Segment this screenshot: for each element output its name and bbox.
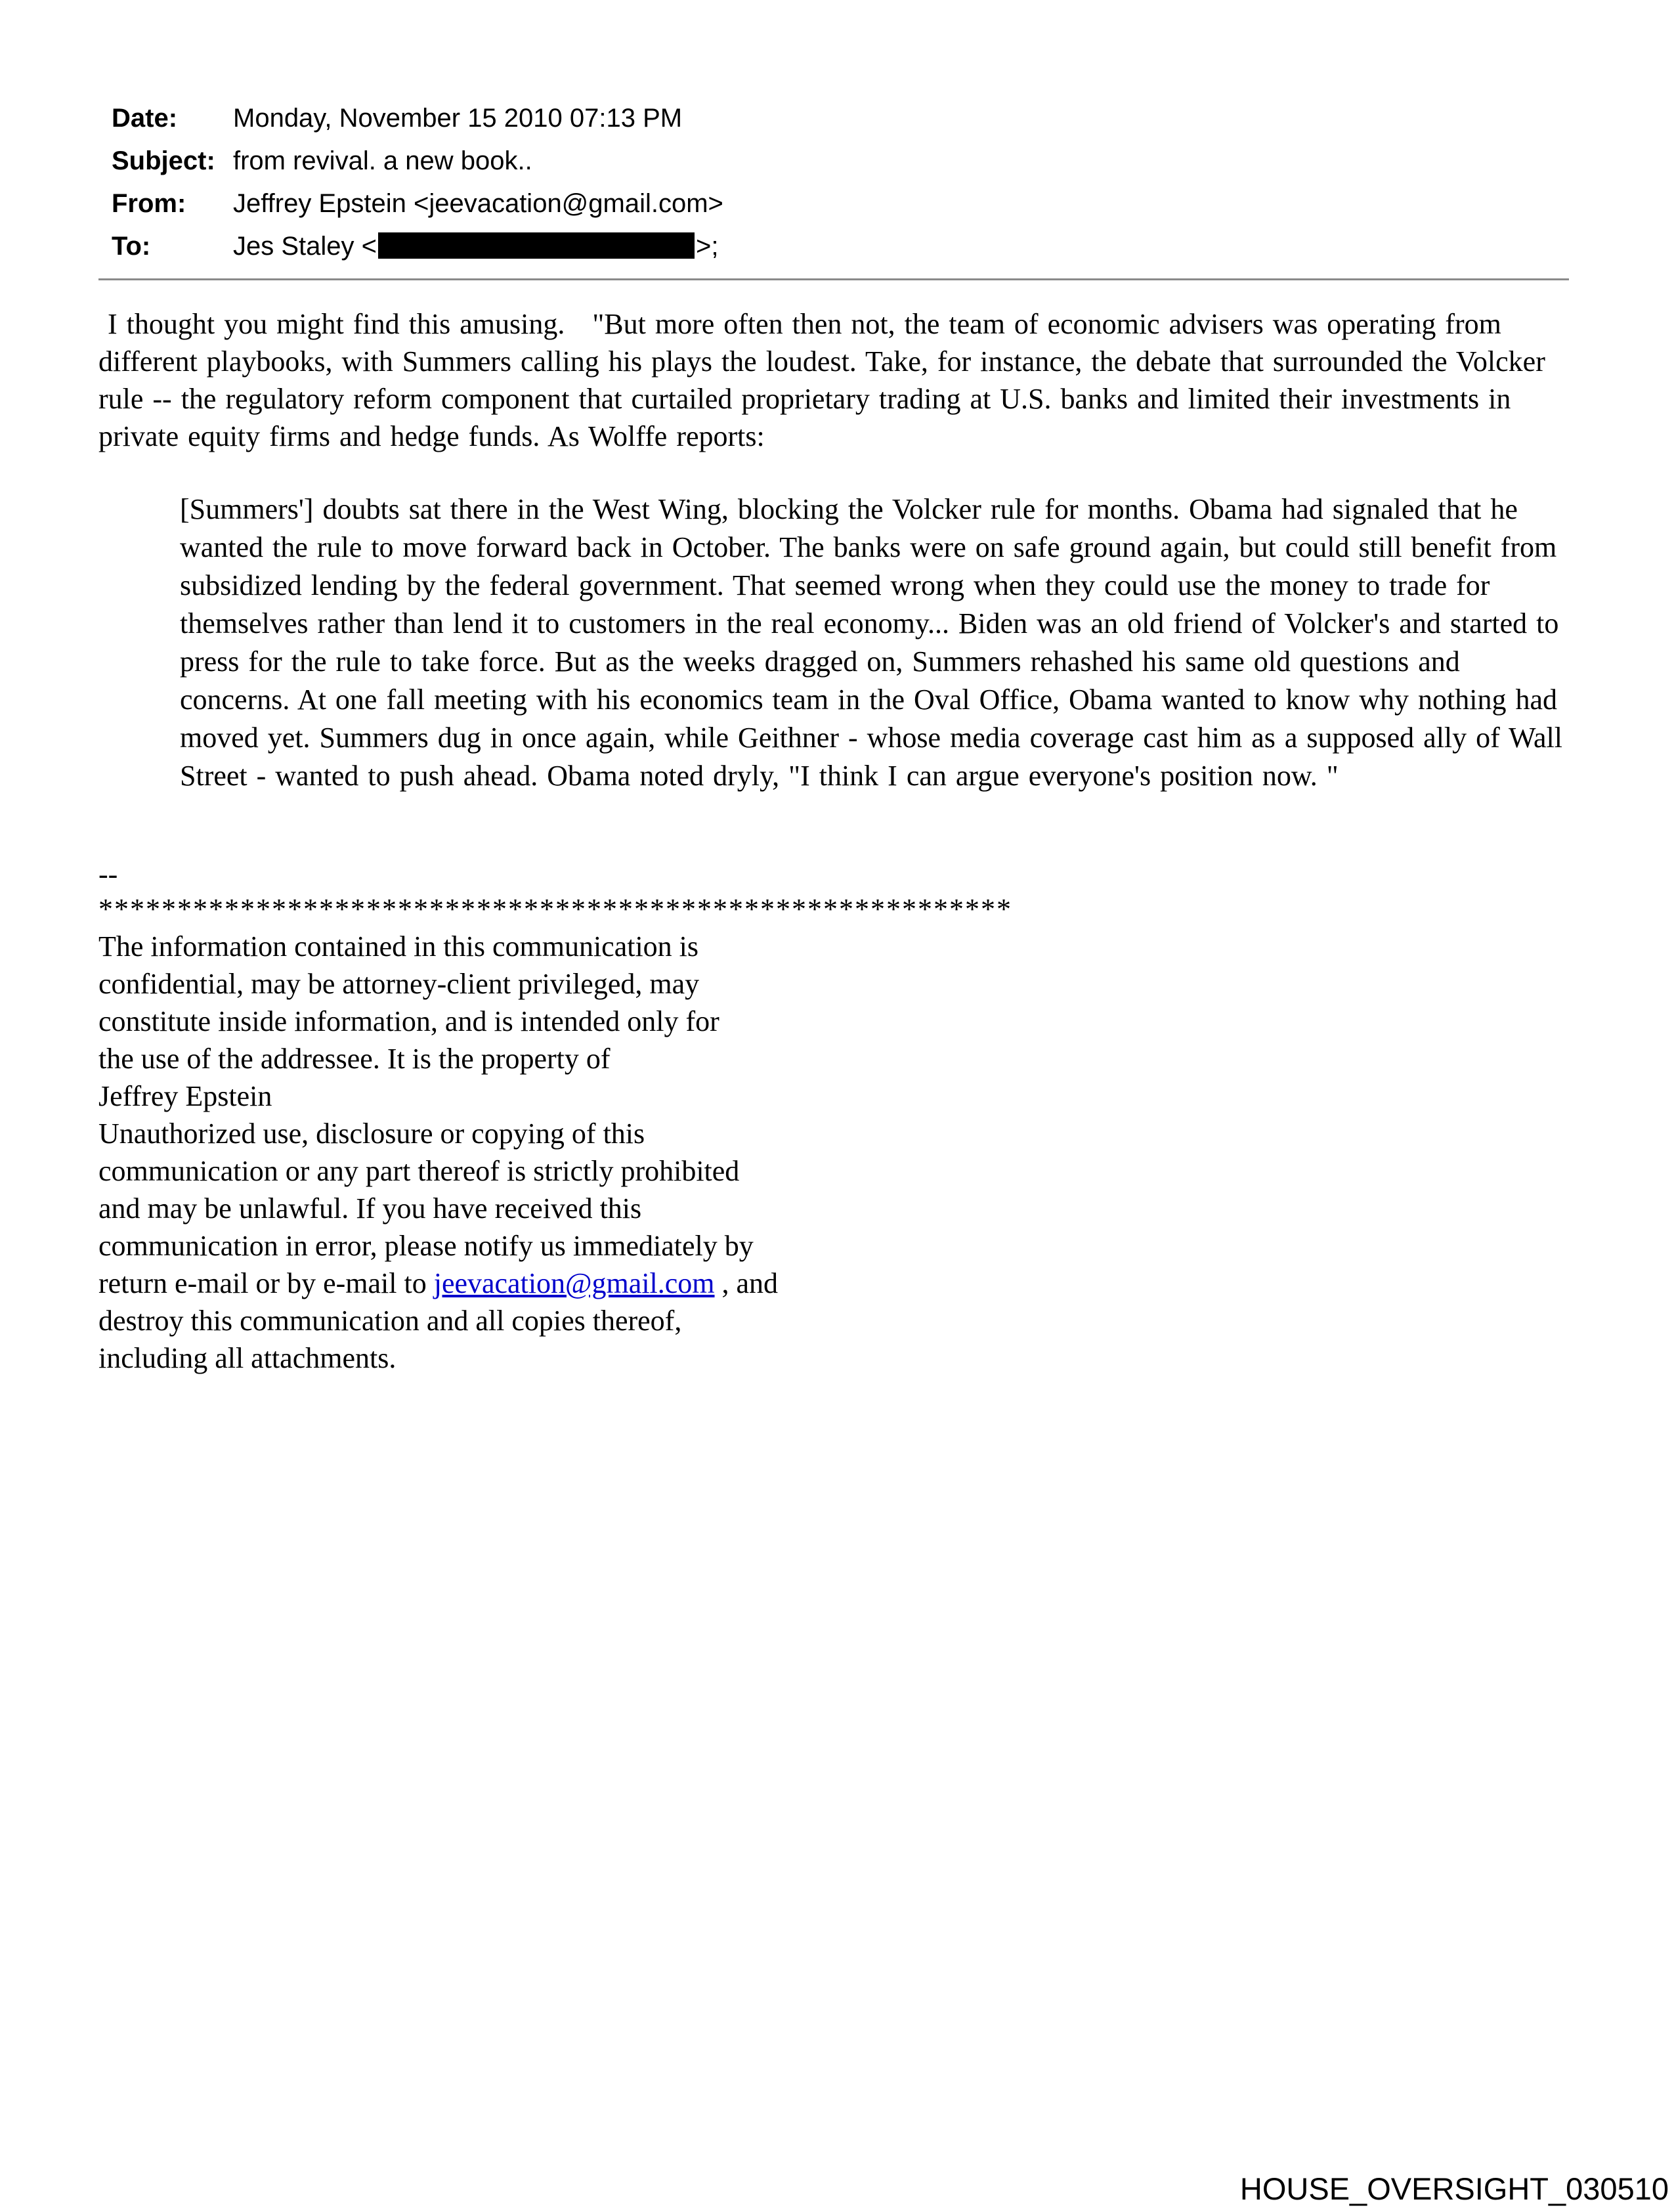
header-row-from <box>112 183 1569 225</box>
date-label: Date: <box>112 104 178 133</box>
disclaimer-line: Jeffrey Epstein <box>98 1080 272 1112</box>
header-row-to <box>112 225 1569 268</box>
from-value: Jeffrey Epstein <jeevacation@gmail.com> <box>233 189 723 218</box>
link-line-prefix: return e-mail or by e-mail to <box>98 1267 434 1299</box>
disclaimer-line: the use of the addressee. It is the property of <box>98 1043 611 1075</box>
email-header <box>112 97 1569 268</box>
signature-block <box>98 858 1569 1377</box>
disclaimer-line: The information contained in this communication is <box>98 930 699 963</box>
quote-paragraph: [Summers'] doubts sat there in the West Wing, blocking the Volcker rule for months. Obama had signaled that he wanted the rule to move forward back in October. The banks were on safe ground again, but could still benefit from subsidized lending by the federal government. That seemed wrong when they could use the money to trade for themselves rather than lend it to customers in the real economy... Biden was an old friend of Volcker's and started to press for the rule to take force. But as the weeks dragged on, Summers rehashed his same old questions and concerns. At one fall meeting with his economics team in the Oval Office, Obama wanted to know why nothing had moved yet. Summers dug in once again, while Geithner - whose media coverage cast him as a supposed ally of Wall Street - wanted to push ahead. Obama noted dryly, "I think I can argue everyone's position now. " <box>180 493 1562 792</box>
header-row-subject <box>112 140 1569 183</box>
to-label: To: <box>112 232 151 261</box>
link-line-suffix: , and <box>714 1267 779 1299</box>
from-label: From: <box>112 189 186 218</box>
disclaimer-line: including all attachments. <box>98 1342 397 1374</box>
disclaimer-link-line <box>98 1265 1569 1302</box>
intro-paragraph: I thought you might find this amusing. "But more often then not, the team of economic advisers was operating from different playbooks, with Summers calling his plays the loudest. Take, for instance, the debate that surrounded the Volcker rule -- the regulatory reform component that curtailed proprietary trading at U.S. banks and limited their investments in private equity firms and hedge funds. As Wolffe reports: <box>98 308 1555 452</box>
disclaimer-line: confidential, may be attorney-client privileged, may <box>98 968 700 1000</box>
to-value-suffix: >; <box>696 232 719 261</box>
asterisk-divider: ********************************************************** <box>98 893 1012 925</box>
disclaimer-line: constitute inside information, and is intended only for <box>98 1005 719 1037</box>
disclaimer-line: Unauthorized use, disclosure or copying of this <box>98 1117 645 1150</box>
disclaimer-line: and may be unlawful. If you have received this <box>98 1192 642 1225</box>
header-separator <box>98 278 1569 280</box>
disclaimer-line: communication or any part thereof is strictly prohibited <box>98 1155 740 1187</box>
disclaimer-line: destroy this communication and all copies thereof, <box>98 1305 682 1337</box>
to-value <box>233 225 719 268</box>
email-body <box>98 305 1569 795</box>
email-link[interactable]: jeevacation@gmail.com <box>433 1267 715 1299</box>
header-row-date <box>112 97 1569 140</box>
disclaimer-line: communication in error, please notify us immediately by <box>98 1230 754 1262</box>
subject-value: from revival. a new book.. <box>233 146 532 175</box>
to-value-prefix: Jes Staley < <box>233 232 377 261</box>
signature-dashes: -- <box>98 858 118 890</box>
bates-number: HOUSE_OVERSIGHT_030510 <box>1239 2171 1669 2206</box>
redaction-bar <box>378 232 695 259</box>
date-value: Monday, November 15 2010 07:13 PM <box>233 104 683 133</box>
subject-label: Subject: <box>112 146 215 175</box>
